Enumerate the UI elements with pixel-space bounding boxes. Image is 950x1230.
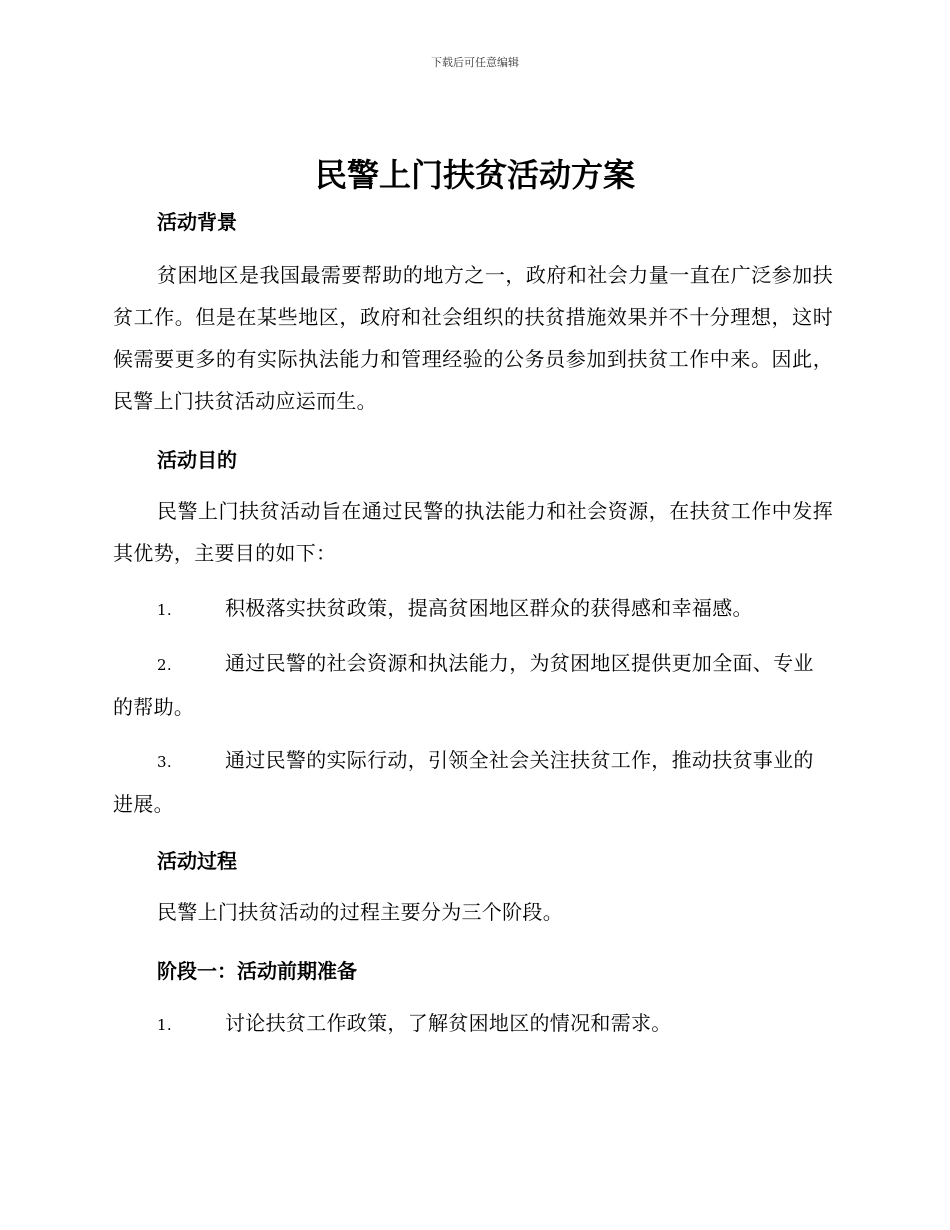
heading-purpose: 活动目的 xyxy=(157,448,237,472)
paragraph-background: 贫困地区是我国最需要帮助的地方之一，政府和社会力量一直在广泛参加扶贫工作。但是在某些地区，政府和社会组织的扶贫措施效果并不十分理想，这时候需要更多的有实际执法能力和管理经验的公务员参加到扶贫工作中来。因此，民警上门扶贫活动应运而生。 xyxy=(113,263,833,413)
list-item xyxy=(113,642,833,728)
list-item xyxy=(113,1002,833,1046)
list-item-text: 通过民警的实际行动，引领全社会关注扶贫工作，推动扶贫事业的进展。 xyxy=(113,748,814,816)
list-item-number: 1. xyxy=(157,601,172,619)
heading-background: 活动背景 xyxy=(157,210,237,234)
paragraph-purpose: 民警上门扶贫活动旨在通过民警的执法能力和社会资源，在扶贫工作中发挥其优势，主要目的如下： xyxy=(113,499,833,565)
list-item-number: 2. xyxy=(157,656,172,674)
header-note: 下载后可任意编辑 xyxy=(431,56,519,69)
list-item-text: 积极落实扶贫政策，提高贫困地区群众的获得感和幸福感。 xyxy=(225,596,753,620)
heading-process: 活动过程 xyxy=(157,849,237,873)
list-item-number: 1. xyxy=(157,1016,172,1034)
document-title: 民警上门扶贫活动方案 xyxy=(314,156,635,194)
list-item xyxy=(113,587,833,631)
list-item xyxy=(113,739,833,825)
list-item-number: 3. xyxy=(157,753,172,771)
list-item-text: 通过民警的社会资源和执法能力，为贫困地区提供更加全面、专业的帮助。 xyxy=(113,651,814,719)
list-item-text: 讨论扶贫工作政策，了解贫困地区的情况和需求。 xyxy=(225,1011,672,1035)
heading-stage1: 阶段一：活动前期准备 xyxy=(157,959,357,983)
paragraph-process: 民警上门扶贫活动的过程主要分为三个阶段。 xyxy=(157,900,563,924)
